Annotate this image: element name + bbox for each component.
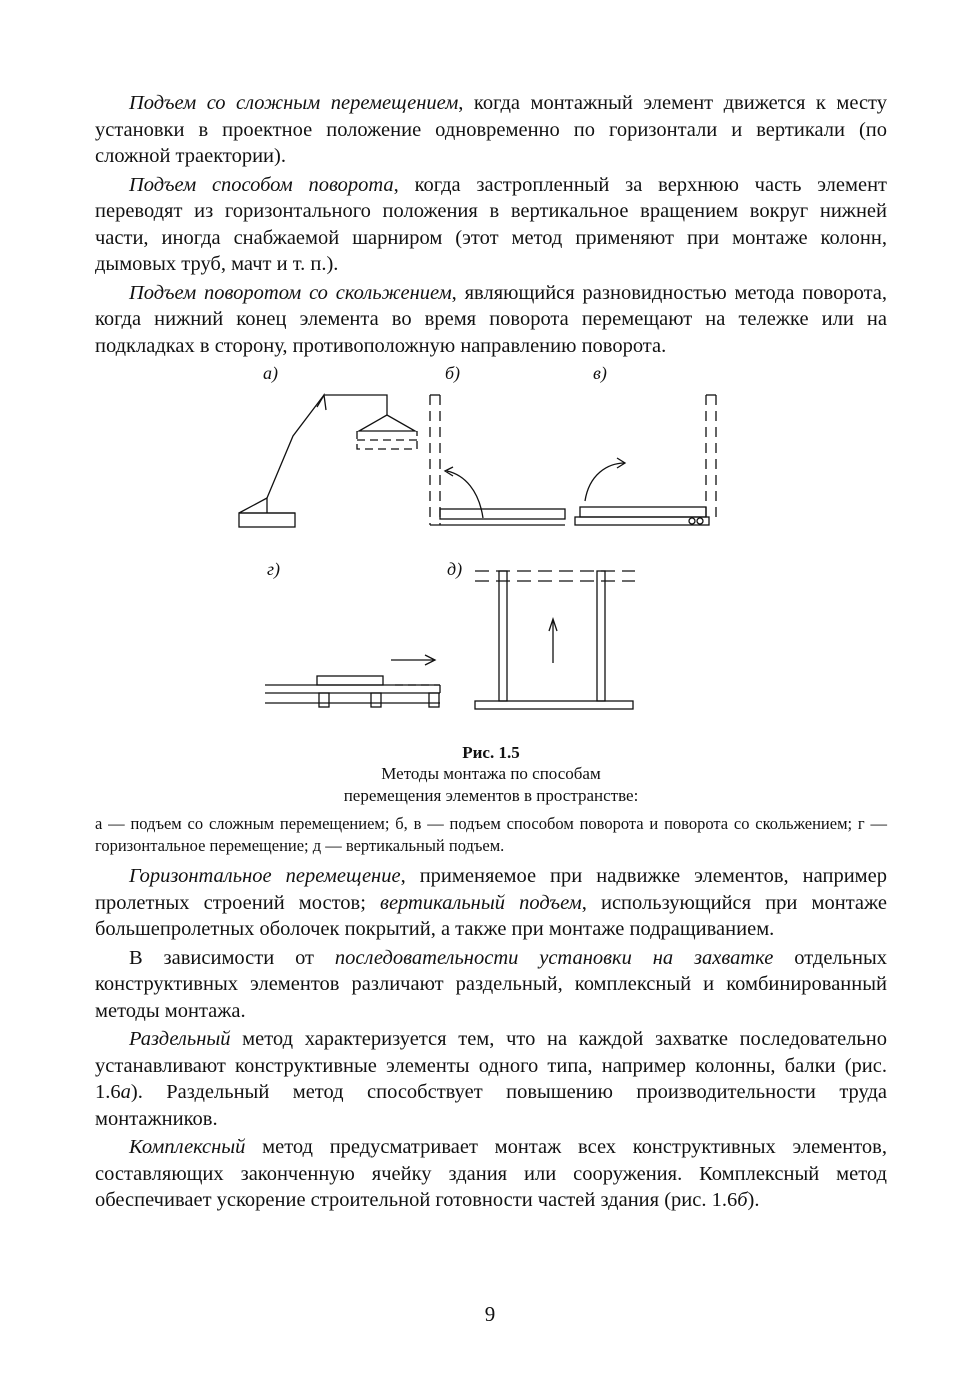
diagram-a [239, 395, 417, 527]
diagram-v [575, 395, 716, 525]
paragraph-separate: Раздельный метод характеризуется тем, что на каждой захватке последовательно устанавливают конструктивные элементы одного типа, например колонны, балки (рис. 1.6а). Раздельный метод способствует повышению производительности труда монтажников. [95, 1028, 887, 1130]
figure-legend: а — подъем со сложным перемещением; б, в — подъем способом поворота и поворота со скольжением; г — горизонтальное перемещение; д — вертикальный подъем. [95, 814, 887, 855]
label-v: в) [593, 363, 607, 383]
caption-line-2: перемещения элементов в пространстве: [343, 786, 639, 805]
page-number: 9 [484, 1302, 496, 1326]
label-g: г) [267, 559, 281, 579]
page-content [95, 90, 887, 1214]
figure-title: Рис. 1.5 [462, 743, 520, 762]
label-b: б) [445, 363, 461, 383]
paragraph-rotation-slide-lift: Подъем поворотом со скольжением, являющийся разновидностью метода поворота, когда нижний конец элемента во время поворота перемещают на тележке или на подкладках в сторону, противоположную направлению поворота. [95, 281, 888, 357]
paragraph-sequence: В зависимости от последовательности установки на захватке отдельных конструктивных элементов различают раздельный, комплексный и комбинированный методы монтажа. [95, 946, 888, 1022]
diagram-b [430, 395, 565, 525]
diagram-g [265, 655, 440, 707]
paragraph-rotation-lift: Подъем способом поворота, когда застропленный за верхнюю часть элемент переводят из горизонтального положения в вертикальное вращением вокруг нижней части, иногда снабжаемой шарниром (этот метод применяют при монтаже колонн, дымовых труб, мачт и т. п.). [95, 173, 887, 275]
diagram-d [475, 571, 635, 709]
figure-1-5 [95, 363, 887, 743]
label-a: а) [263, 363, 278, 383]
paragraph-complex: Комплексный метод предусматривает монтаж всех конструктивных элементов, составляющих законченную ячейку здания или сооружения. Комплексный метод обеспечивает ускорение строительной готовности частей здания (рис. 1.6б). [95, 1136, 887, 1211]
label-d: д) [447, 559, 463, 579]
paragraph-complex-lift: Подъем со сложным перемещением, когда монтажный элемент движется к месту установки в проектное положение одновременно по горизонтали и вертикали (по сложной траектории). [95, 92, 887, 167]
figure-drawing [95, 363, 887, 743]
caption-line-1: Методы монтажа по способам [381, 764, 601, 783]
paragraph-horizontal: Горизонтальное перемещение, применяемое при надвижке элементов, например пролетных строений мостов; вертикальный подъем, использующийся при монтаже большепролетных оболочек покрытий, а также при монтаже подращиванием. [95, 865, 887, 940]
